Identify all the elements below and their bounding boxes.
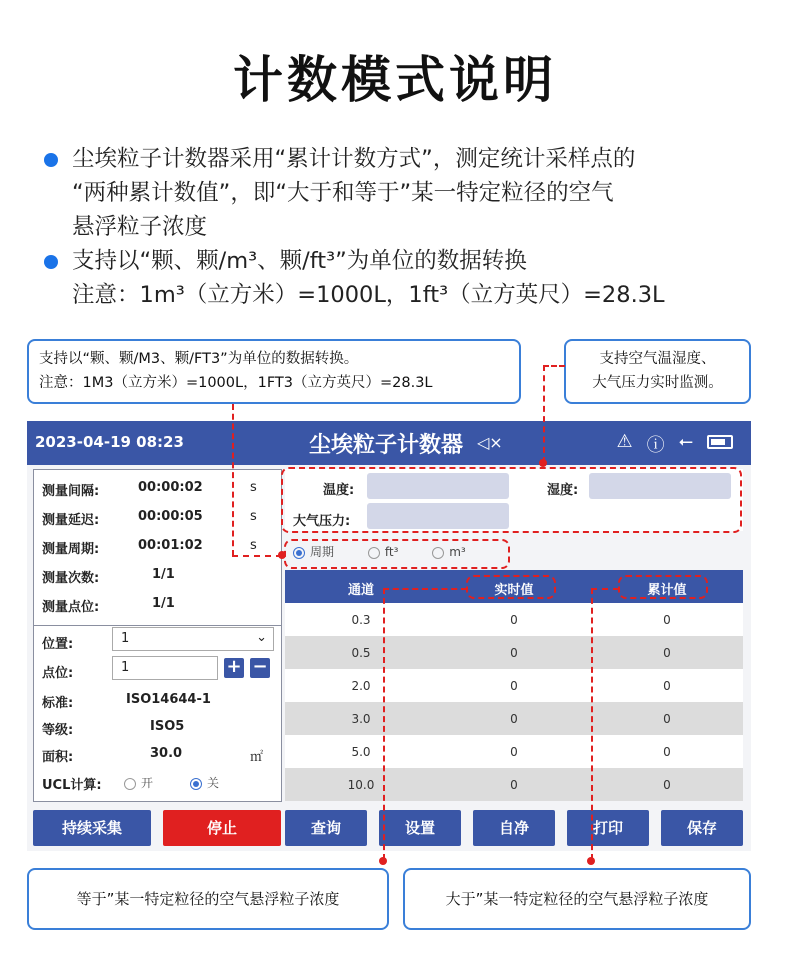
- position-label: 位置:: [42, 637, 74, 652]
- standard-label: 标准:: [42, 696, 74, 711]
- callout-environment: [564, 339, 751, 404]
- param-row: [34, 474, 283, 503]
- feature-list: [40, 142, 760, 312]
- cell: 0: [663, 646, 671, 660]
- table-row: [285, 768, 743, 801]
- param-label: 测量间隔:: [42, 484, 100, 499]
- ucl-on-radio[interactable]: [124, 774, 153, 791]
- table-row: [285, 603, 743, 636]
- param-unit: s: [250, 538, 257, 553]
- speaker-muted-icon[interactable]: ◁×: [477, 433, 503, 452]
- settings-panel: [33, 469, 282, 802]
- param-row: [34, 503, 283, 532]
- header-channel: 通道: [347, 583, 374, 598]
- temperature-label: 温度:: [323, 483, 355, 498]
- print-button[interactable]: 打印: [567, 810, 649, 846]
- bullet-dot-icon: [44, 255, 58, 269]
- stop-button[interactable]: 停止: [163, 810, 281, 846]
- cell: 0: [510, 712, 518, 726]
- callout-text: 支持以“颗、颗/M3、颗/FT3”为单位的数据转换。: [39, 351, 359, 367]
- param-unit: s: [250, 509, 257, 524]
- bullet-text: 悬浮粒子浓度: [72, 214, 208, 240]
- connector-line: [543, 365, 565, 367]
- table-row: [285, 735, 743, 768]
- ucl-label: UCL计算:: [42, 778, 102, 793]
- cell: 0: [663, 712, 671, 726]
- bullet-counting-mode: [40, 142, 760, 244]
- param-value: 1/1: [152, 596, 175, 611]
- param-row: [34, 590, 283, 619]
- cumulative-highlight: [618, 575, 708, 599]
- connector-dot: [539, 459, 547, 467]
- self-clean-button[interactable]: 自净: [473, 810, 555, 846]
- bullet-unit-conversion: [40, 244, 760, 312]
- cell: 0: [663, 679, 671, 693]
- area-row: [34, 740, 283, 769]
- cell: 0: [663, 613, 671, 627]
- save-button[interactable]: 保存: [661, 810, 743, 846]
- table-row: [285, 669, 743, 702]
- battery-icon: [707, 435, 733, 449]
- env-highlight: [281, 467, 742, 533]
- param-row: [34, 561, 283, 590]
- unit-highlight: [284, 539, 510, 569]
- header-cumulative: 累计值: [647, 583, 687, 598]
- param-label: 测量点位:: [42, 600, 100, 615]
- param-label: 测量次数:: [42, 571, 100, 586]
- usb-icon: ⭠: [678, 431, 693, 452]
- info-icon[interactable]: ⓘ: [646, 435, 665, 456]
- cell: 5.0: [351, 745, 371, 759]
- ucl-off-label: 关: [207, 776, 220, 790]
- point-input[interactable]: [112, 656, 218, 680]
- radio-icon: [124, 778, 136, 790]
- cell: 0: [510, 679, 518, 693]
- cell: 0: [510, 778, 518, 792]
- bullet-text: 支持以“颗、颗/m³、颗/ft³”为单位的数据转换: [72, 248, 527, 274]
- connector-line: [383, 588, 467, 590]
- cell: 0: [663, 745, 671, 759]
- pressure-label: 大气压力:: [293, 514, 351, 529]
- callout-unit-conversion: [27, 339, 521, 404]
- realtime-highlight: [466, 575, 556, 599]
- param-unit: s: [250, 480, 257, 495]
- connector-dot: [278, 551, 286, 559]
- unit-label: 周期: [310, 545, 335, 559]
- cell: 3.0: [351, 712, 371, 726]
- cell: 0: [663, 778, 671, 792]
- area-value: 30.0: [150, 746, 183, 761]
- connector-line: [591, 588, 593, 860]
- callout-greater: [403, 868, 751, 930]
- unit-label: ft³: [384, 545, 399, 559]
- humidity-label: 湿度:: [547, 483, 579, 498]
- bullet-text: “两种累计数值”，即“大于和等于”某一特定粒径的空气: [72, 180, 614, 206]
- standard-row: [34, 686, 283, 715]
- ucl-off-radio[interactable]: [190, 774, 219, 791]
- cell: 10.0: [347, 778, 375, 792]
- param-value: 1/1: [152, 567, 175, 582]
- cell: 0: [510, 646, 518, 660]
- unit-label: m³: [449, 545, 466, 559]
- datetime: 2023-04-19 08:23: [35, 433, 184, 451]
- position-select[interactable]: [112, 627, 274, 651]
- cell: 0: [510, 745, 518, 759]
- app-title: 尘埃粒子计数器: [309, 433, 464, 458]
- param-value: 00:00:02: [138, 480, 203, 495]
- bullet-note: 注意：1m³（立方米）=1000L，1ft³（立方英尺）=28.3L: [72, 282, 665, 308]
- callout-text: 大于”某一特定粒径的空气悬浮粒子浓度: [445, 890, 709, 908]
- cell: 0.3: [351, 613, 371, 627]
- connector-line: [383, 588, 385, 860]
- position-value: 1: [121, 631, 130, 646]
- settings-button[interactable]: 设置: [379, 810, 461, 846]
- area-label: 面积:: [42, 750, 74, 765]
- cell: 0.5: [351, 646, 371, 660]
- param-label: 测量延迟:: [42, 513, 100, 528]
- header-realtime: 实时值: [494, 583, 534, 598]
- area-unit: ㎡: [250, 750, 264, 765]
- param-value: 00:01:02: [138, 538, 203, 553]
- callout-text: 大气压力实时监测。: [592, 375, 723, 391]
- bullet-dot-icon: [44, 153, 58, 167]
- channel-table: [285, 570, 743, 801]
- plus-button[interactable]: +: [224, 658, 244, 678]
- standard-value: ISO14644-1: [126, 692, 211, 707]
- table-row: [285, 702, 743, 735]
- cell: 2.0: [351, 679, 371, 693]
- callout-text: 等于”某一特定粒径的空气悬浮粒子浓度: [76, 890, 340, 908]
- warning-icon[interactable]: ⚠: [616, 431, 633, 452]
- query-button[interactable]: 查询: [285, 810, 367, 846]
- radio-selected-icon: [190, 778, 202, 790]
- grade-value: ISO5: [150, 719, 185, 734]
- divider: [34, 625, 281, 626]
- bullet-text: 尘埃粒子计数器采用“累计计数方式”，测定统计采样点的: [72, 146, 636, 172]
- cell: 0: [510, 613, 518, 627]
- grade-label: 等级:: [42, 723, 74, 738]
- ucl-row: [34, 768, 283, 797]
- chevron-down-icon: ⌄: [256, 630, 267, 645]
- callout-text: 注意：1M3（立方米）=1000L，1FT3（立方英尺）=28.3L: [39, 375, 433, 391]
- connector-line: [232, 555, 282, 557]
- connector-line: [591, 588, 619, 590]
- page-title: 计数模式说明: [233, 51, 557, 109]
- callout-text: 支持空气温湿度、: [599, 351, 716, 367]
- point-label: 点位:: [42, 666, 74, 681]
- table-row: [285, 636, 743, 669]
- continuous-sampling-button[interactable]: 持续采集: [33, 810, 151, 846]
- connector-dot: [587, 857, 595, 865]
- grade-row: [34, 713, 283, 742]
- point-value: 1: [121, 660, 130, 675]
- minus-button[interactable]: −: [250, 658, 270, 678]
- param-label: 测量周期:: [42, 542, 100, 557]
- param-value: 00:00:05: [138, 509, 203, 524]
- callout-equal: [27, 868, 389, 930]
- status-bar: [27, 421, 751, 465]
- connector-line: [543, 365, 545, 463]
- connector-dot: [379, 857, 387, 865]
- ucl-on-label: 开: [141, 776, 154, 790]
- connector-line: [232, 404, 234, 556]
